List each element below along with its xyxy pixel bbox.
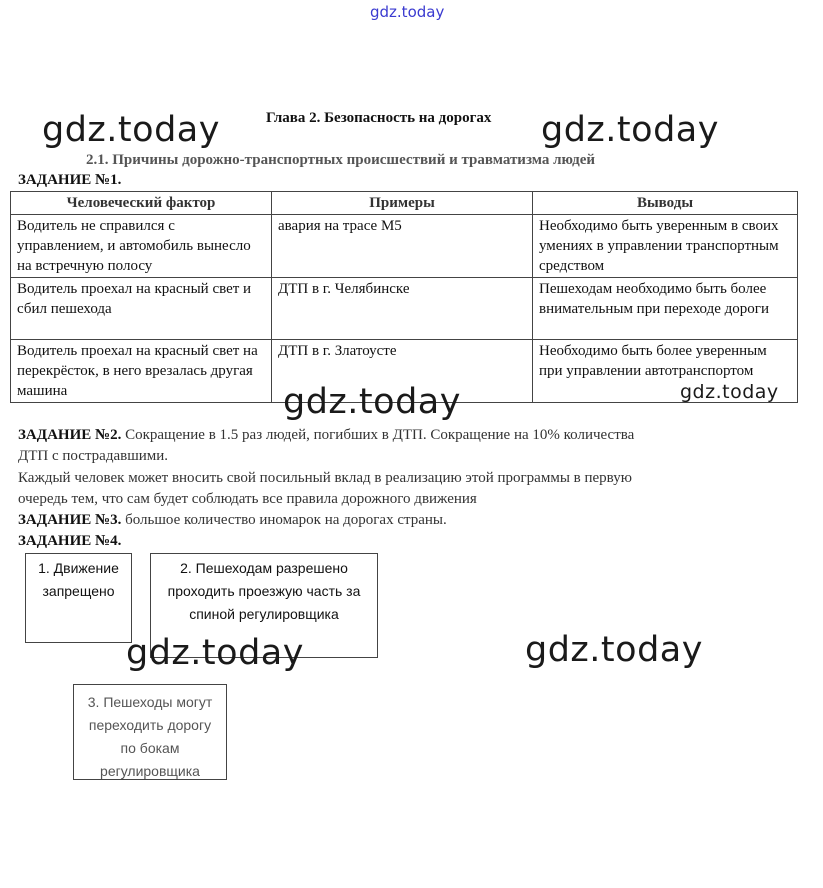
task2-line-1 xyxy=(18,427,634,444)
task3-line xyxy=(18,512,447,529)
section-title: 2.1. Причины дорожно-транспортных происшествий и травматизма людей xyxy=(86,152,596,168)
answer-box-1: 1. Движение запрещено xyxy=(25,553,132,643)
answer-box-2: 2. Пешеходам разрешено проходить проезжую часть за спиной регулировщика xyxy=(150,553,378,658)
cell-example: авария на трасе М5 xyxy=(272,215,533,278)
task2-line-4: очередь тем, что сам будет соблюдать все правила дорожного движения xyxy=(18,491,477,507)
cell-conclusion: Необходимо быть уверенным в своих умениях в управлении транспортным средством xyxy=(533,215,798,278)
cell-example: ДТП в г. Челябинске xyxy=(272,278,533,340)
watermark: gdz.today xyxy=(126,633,304,673)
watermark: gdz.today xyxy=(42,110,220,150)
task4-heading: ЗАДАНИЕ №4. xyxy=(18,533,122,549)
task3-heading: ЗАДАНИЕ №3. xyxy=(18,512,122,528)
task3-text: большое количество иномарок на дорогах страны. xyxy=(121,512,447,528)
chapter-title: Глава 2. Безопасность на дорогах xyxy=(266,110,492,126)
task1-heading: ЗАДАНИЕ №1. xyxy=(18,172,122,188)
column-header-examples: Примеры xyxy=(272,192,533,215)
cell-conclusion: Необходимо быть более уверенным при управлении автотранспортом xyxy=(533,340,798,403)
task2-line-2: ДТП с пострадавшими. xyxy=(18,448,169,464)
cell-factor: Водитель проехал на красный свет на перекрёсток, в него врезалась другая машина xyxy=(11,340,272,403)
watermark-small: gdz.today xyxy=(680,381,779,403)
watermark: gdz.today xyxy=(283,382,461,422)
watermark-top: gdz.today xyxy=(370,3,445,21)
table-header-row xyxy=(11,192,798,215)
task2-heading: ЗАДАНИЕ №2. xyxy=(18,427,122,443)
watermark: gdz.today xyxy=(525,630,703,670)
task2-line-3: Каждый человек может вносить свой посильный вклад в реализацию этой программы в первую xyxy=(18,470,632,486)
cell-factor: Водитель проехал на красный свет и сбил пешехода xyxy=(11,278,272,340)
cell-example: ДТП в г. Златоусте xyxy=(272,340,533,403)
table-row xyxy=(11,278,798,340)
watermark: gdz.today xyxy=(541,110,719,150)
factors-table xyxy=(10,191,798,403)
cell-conclusion: Пешеходам необходимо быть более внимательным при переходе дороги xyxy=(533,278,798,340)
table-row xyxy=(11,215,798,278)
cell-factor: Водитель не справился с управлением, и автомобиль вынесло на встречную полосу xyxy=(11,215,272,278)
answer-box-3: 3. Пешеходы могут переходить дорогу по бокам регулировщика xyxy=(73,684,227,780)
column-header-factor: Человеческий фактор xyxy=(11,192,272,215)
column-header-conclusions: Выводы xyxy=(533,192,798,215)
task2-text: Сокращение в 1.5 раз людей, погибших в ДТП. Сокращение на 10% количества xyxy=(121,427,635,443)
